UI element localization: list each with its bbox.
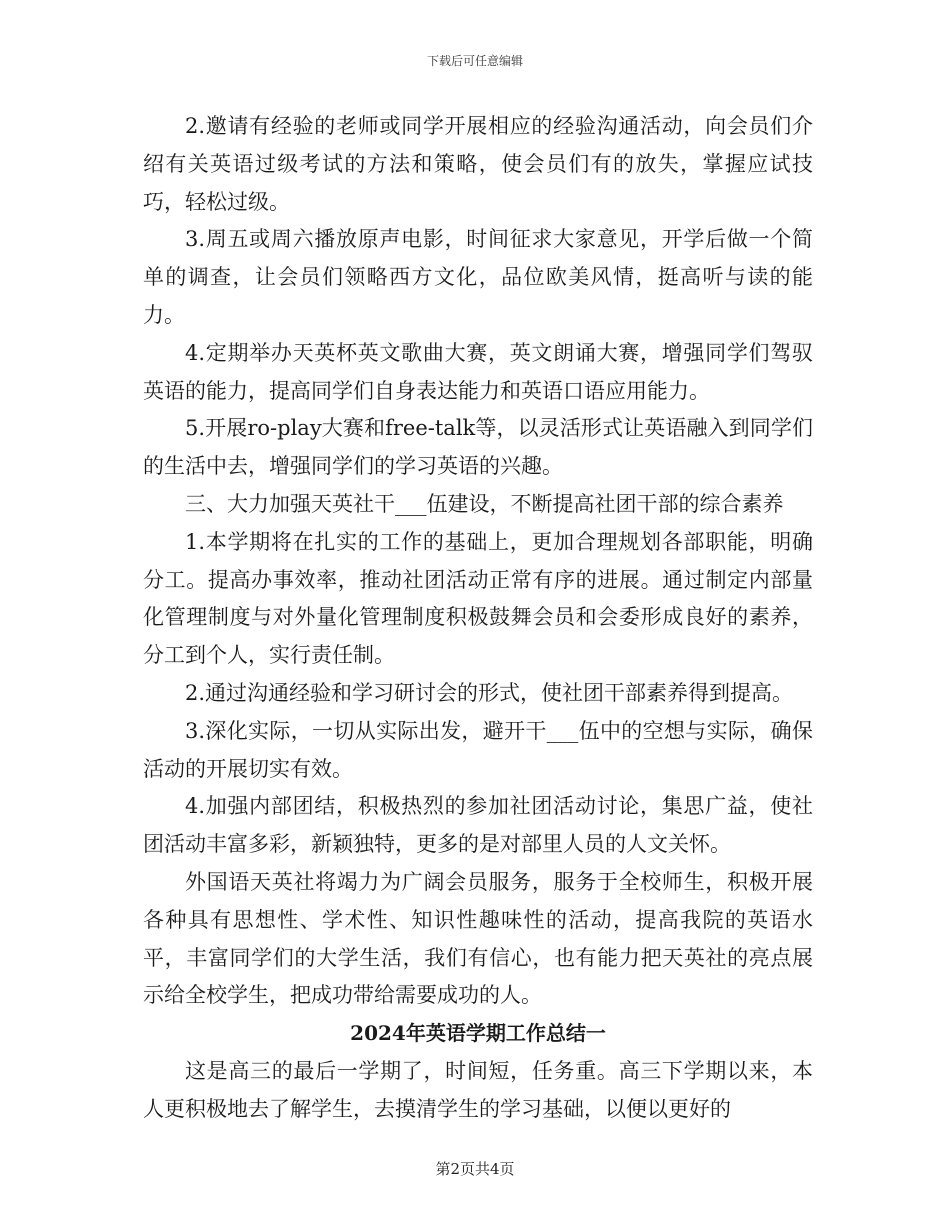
summary-paragraph: 这是高三的最后一学期了，时间短，任务重。高三下学期以来，本人更积极地去了解学生，去摸清学生的学习基础，以便以更好的 <box>143 1058 813 1121</box>
closing-paragraph: 外国语天英社将竭力为广阔会员服务，服务于全校师生，积极开展各种具有思想性、学术性、知识性趣味性的活动，提高我院的英语水平，丰富同学们的大学生活，我们有信心，也有能力把天英社的亮点展示给全校学生，把成功带给需要成功的人。 <box>143 869 813 1008</box>
page-header: 下载后可任意编辑 <box>426 54 523 68</box>
section-three-heading: 三、大力加强天英社干___伍建设，不断提高社团干部的综合素养 <box>185 491 784 516</box>
document-body <box>143 108 813 1129</box>
paragraph-item-2: 2.邀请有经验的老师或同学开展相应的经验沟通活动，向会员们介绍有关英语过级考试的方法和策略，使会员们有的放失，掌握应试技巧，轻松过级。 <box>143 114 813 214</box>
paragraph-s3-item-1: 1.本学期将在扎实的工作的基础上，更加合理规划各部职能，明确分工。提高办事效率，推动社团活动正常有序的进展。通过制定内部量化管理制度与对外量化管理制度积极鼓舞会员和会委形成良好的素养，分工到个人，实行责任制。 <box>143 529 813 668</box>
paragraph-item-5: 5.开展ro-play大赛和free-talk等，以灵活形式让英语融入到同学们的生活中去，增强同学们的学习英语的兴趣。 <box>143 416 813 479</box>
paragraph-s3-item-2: 2.通过沟通经验和学习研讨会的形式，使社团干部素养得到提高。 <box>185 680 794 705</box>
paragraph-item-3: 3.周五或周六播放原声电影，时间征求大家意见，开学后做一个简单的调查，让会员们领略西方文化，品位欧美风情，挺高听与读的能力。 <box>143 227 813 327</box>
paragraph-s3-item-3: 3.深化实际，一切从实际出发，避开干___伍中的空想与实际，确保活动的开展切实有效。 <box>143 718 813 781</box>
paragraph-item-4: 4.定期举办天英杯英文歌曲大赛，英文朗诵大赛，增强同学们驾驭英语的能力，提高同学们自身表达能力和英语口语应用能力。 <box>143 340 813 403</box>
paragraph-s3-item-4: 4.加强内部团结，积极热烈的参加社团活动讨论，集思广益，使社团活动丰富多彩，新颖独特，更多的是对部里人员的人文关怀。 <box>143 794 813 857</box>
page-footer: 第2页共4页 <box>435 1160 515 1178</box>
section-title: 2024年英语学期工作总结一 <box>350 1021 606 1046</box>
